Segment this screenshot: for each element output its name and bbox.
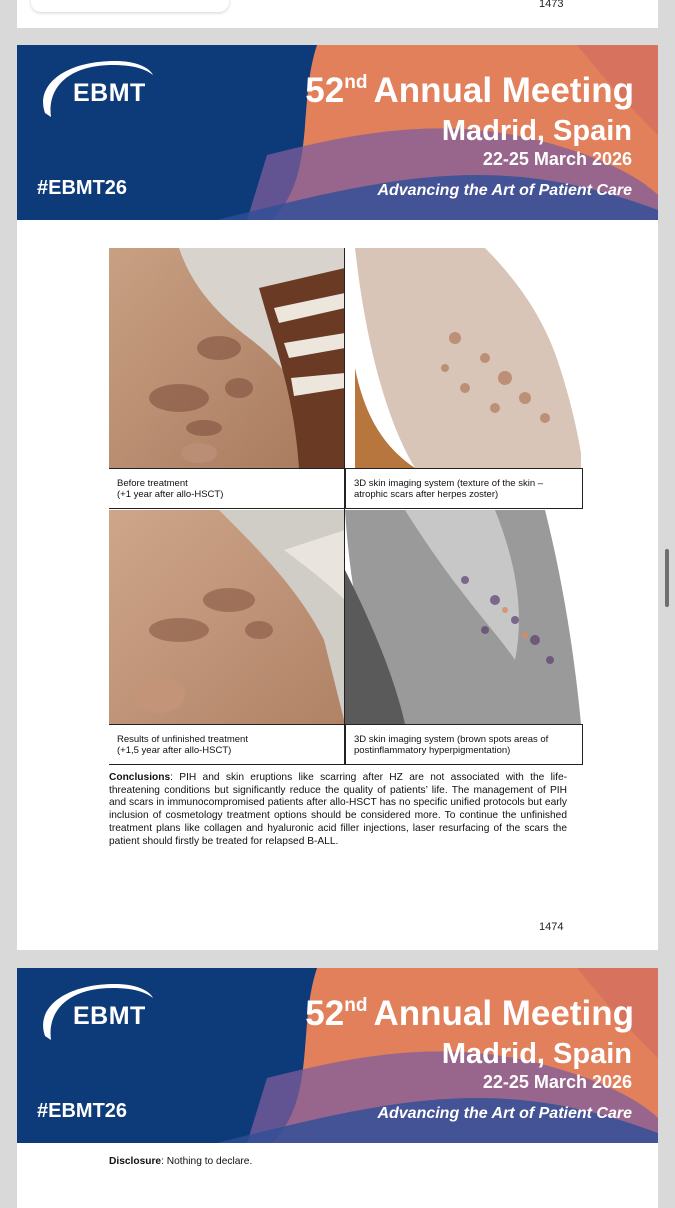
photo-before-treatment (109, 248, 345, 468)
meeting-city: Madrid, Spain (441, 1038, 632, 1070)
previous-page (17, 0, 658, 28)
scrollbar-thumb[interactable] (665, 549, 669, 607)
conclusions-label: Conclusions (109, 772, 171, 783)
disclosure-paragraph (109, 1156, 252, 1167)
clinical-figure (109, 248, 583, 764)
pigmentation-scan (345, 510, 583, 724)
meeting-banner-next (17, 968, 658, 1143)
meeting-tagline: Advancing the Art of Patient Care (377, 182, 632, 199)
meeting-dates: 22-25 March 2026 (482, 149, 632, 169)
meeting-title: 52nd Annual Meeting (305, 994, 634, 1033)
caption-pigmentation-scan: 3D skin imaging system (brown spots areas of postinflammatory hyperpigmentation) (345, 724, 583, 765)
document-page (17, 45, 658, 950)
previous-page-card (31, 0, 229, 12)
next-page (17, 968, 658, 1208)
conclusions-paragraph (109, 772, 567, 848)
ebmt-logo: EBMT (73, 79, 146, 107)
previous-page-number: 1473 (539, 0, 564, 10)
current-page-number: 1474 (539, 921, 564, 933)
photo-unfinished-treatment (109, 510, 345, 724)
caption-texture-scan: 3D skin imaging system (texture of the skin – atrophic scars after herpes zoster) (345, 468, 583, 509)
meeting-city: Madrid, Spain (441, 115, 632, 147)
meeting-banner (17, 45, 658, 220)
ebmt-logo: EBMT (73, 1002, 146, 1030)
disclosure-label: Disclosure (109, 1156, 162, 1167)
caption-before-treatment: Before treatment (+1 year after allo-HSCT) (109, 468, 345, 509)
skin-texture-scan (345, 248, 581, 468)
meeting-tagline: Advancing the Art of Patient Care (377, 1105, 632, 1122)
conclusions-text: : PIH and skin eruptions like scarring after HZ are not associated with the life-threatening conditions but significantly reduce the quality of patients’ life. The management of PIH and scars in immunocompromised patients after allo-HSCT has no specific unified protocols but early inclusion of cosmetology treatment options should be considered more. To continue the unfinished treatment plans like collagen and hyaluronic acid filler injections, laser resurfacing of the scars the patient should firstly be treated for relapsed B-ALL. (109, 772, 567, 847)
hashtag: #EBMT26 (37, 177, 128, 199)
figure-divider (344, 248, 345, 764)
meeting-title: 52nd Annual Meeting (305, 71, 634, 110)
disclosure-text: : Nothing to declare. (161, 1156, 253, 1167)
caption-unfinished-treatment: Results of unfinished treatment (+1,5 year after allo-HSCT) (109, 724, 345, 765)
hashtag: #EBMT26 (37, 1100, 128, 1122)
meeting-dates: 22-25 March 2026 (482, 1072, 632, 1092)
